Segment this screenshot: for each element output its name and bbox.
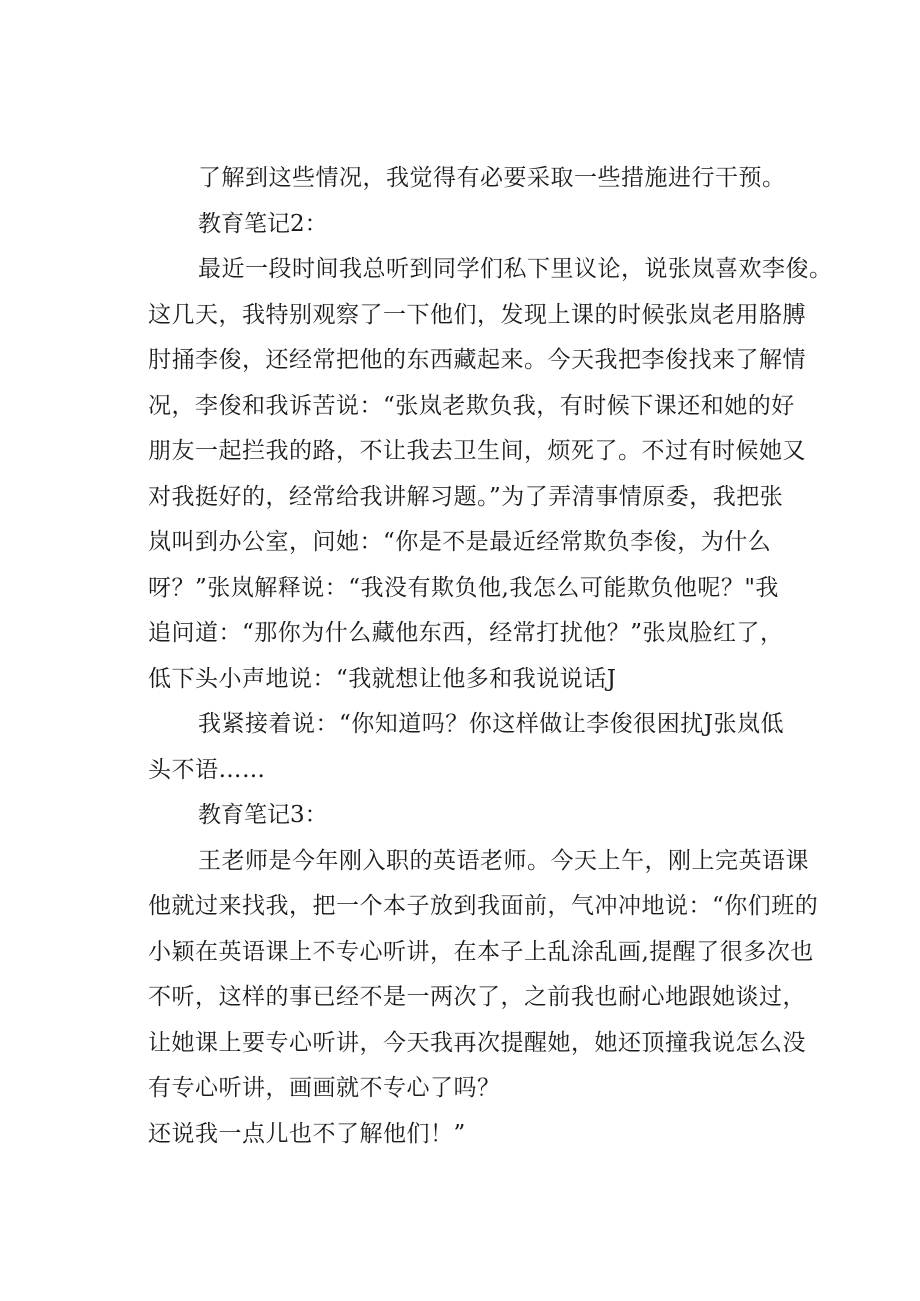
text-line: 追问道：“那你为什么藏他东西，经常打扰他？”张岚脸红了， [148, 620, 784, 646]
text-line: 岚叫到办公室，问她：“你是不是最近经常欺负李俊，为什么 [148, 529, 772, 555]
paragraph-note-2-continued [148, 702, 808, 793]
text-line: 还说我一点儿也不了解他们！” [148, 1120, 466, 1147]
text-line: 这几天，我特别观察了一下他们，发现上课的时候张岚老用胳膊 [148, 301, 806, 328]
text-line: 不听，这样的事已经不是一两次了，之前我也耐心地跟她谈过， [148, 984, 806, 1010]
paragraph-note-3-end [148, 1112, 808, 1158]
heading-note-3: 教育笔记3： [198, 802, 328, 828]
text-line: 朋友一起拦我的路，不让我去卫生间，烦死了。不过有时候她又 [148, 438, 806, 464]
text-line: 我紧接着说：“你知道吗？你这样做让李俊很困扰J张岚低 [198, 711, 784, 737]
heading-note-2: 教育笔记2： [198, 210, 328, 237]
text-line: 最近一段时间我总听到同学们私下里议论，说张岚喜欢李俊。 [198, 256, 833, 282]
text-line: 他就过来找我，把一个本子放到我面前，气冲冲地说：“你们班的 [148, 893, 819, 919]
document-page [148, 156, 833, 1157]
text-line: 况，李俊和我诉苦说：“张岚老欺负我，有时候下课还和她的好 [148, 392, 795, 419]
text-line: 头不语…… [148, 756, 266, 783]
paragraph-note-2 [148, 247, 833, 702]
text-line: 对我挺好的，经常给我讲解习题。”为了弄清事情原委，我把张 [148, 483, 784, 510]
text-line: 肘捅李俊，还经常把他的东西藏起来。今天我把李俊找来了解情 [148, 347, 806, 373]
paragraph-intro [148, 156, 808, 202]
paragraph-note-3 [148, 839, 819, 1112]
text-line: 有专心听讲，画画就不专心了吗？ [148, 1075, 501, 1101]
text-line: 让她课上要专心听讲，今天我再次提醒她，她还顶撞我说怎么没 [148, 1029, 806, 1056]
text-line: 王老师是今年刚入职的英语老师。今天上午，刚上完英语课 [198, 847, 809, 874]
text-line: 小颖在英语课上不专心听讲，在本子上乱涂乱画,提醒了很多次也 [148, 938, 814, 965]
text-line: 低下头小声地说：“我就想让他多和我说说话J [148, 665, 617, 692]
text-line: 呀？”张岚解释说：“我没有欺负他,我怎么可能欺负他呢？"我 [148, 574, 779, 601]
text-line: 了解到这些情况，我觉得有必要采取一些措施进行干预。 [198, 165, 786, 191]
